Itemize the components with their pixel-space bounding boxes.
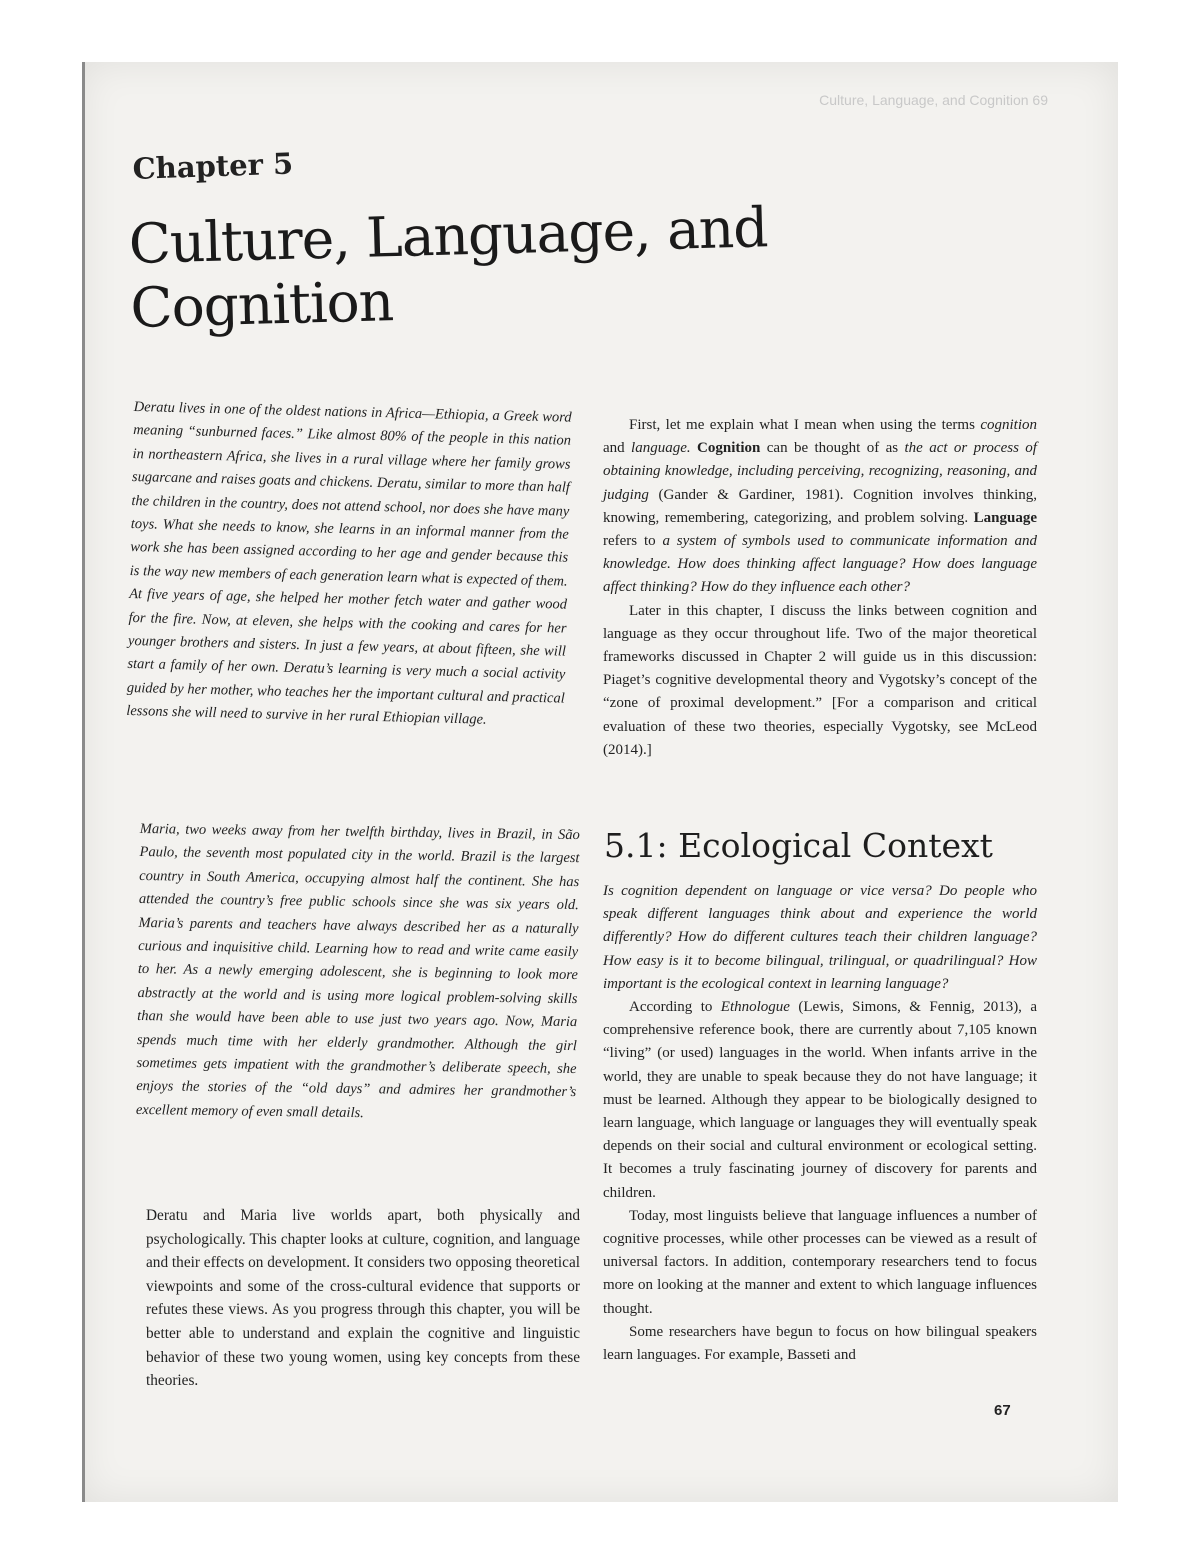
chapter-label: Chapter 5 (132, 146, 294, 186)
right-column-bottom (603, 880, 1037, 1367)
ethnologue-paragraph: According to Ethnologue (Lewis, Simons, & Fennig, 2013), a comprehensive reference book, there are currently about 7,105 known “living” (or used) languages in the world. When infants arrive in the world, they are unable to speak because they do not have language; it must be learned. Although they appear to be biologically designed to learn language, which language or languages they will eventually speak depends on their social and cultural environment or ecological setting. It becomes a truly fascinating journey of discovery for parents and children. (603, 999, 1037, 1201)
bilingual-paragraph: Some researchers have begun to focus on how bilingual speakers learn languages. For example, Basseti and (603, 1323, 1037, 1364)
theories-paragraph: Later in this chapter, I discuss the links between cognition and language as they occur throughout life. Two of the major theoretical frameworks discussed in Chapter 2 will guide us in this discussion: Piaget’s cognitive developmental theory and Vygotsky’s concept of the “zone of proximal development.” [For a comparison and critical evaluation of these two theories, especially Vygotsky, see McLeod (2014).] (603, 602, 1037, 758)
section-questions: Is cognition dependent on language or vice versa? Do people who speak different languages think about and experience the world differently? How do different cultures teach their children language? How easy is it to become bilingual, trilingual, or quadrilingual? How important is the ecological context in learning language? (603, 883, 1037, 992)
chapter-title: Culture, Language, and Cognition (128, 195, 769, 340)
definitions-paragraph: First, let me explain what I mean when using the terms cognition and language. Cognition can be thought of as the act or process of obtaining knowledge, including perceiving, recognizing, reasoning, and judging (Gander & Gardiner, 1981). Cognition involves thinking, knowing, remembering, categorizing, and problem solving. Language refers to a system of symbols used to communicate information and knowledge. How does thinking affect language? How does language affect thinking? How do they influence each other? (603, 417, 1038, 596)
page-edge-shadow (82, 62, 85, 1502)
page-number: 67 (994, 1402, 1011, 1419)
chapter-intro-paragraph: Deratu and Maria live worlds apart, both physically and psychologically. This chapter looks at culture, cognition, and language and their effects on development. It considers two opposing theoretical viewpoints and some of the cross-cultural evidence that supports or refutes these views. As you progress through this chapter, you will be better able to understand and explain the cognitive and linguistic behavior of these two young women, using key concepts from these theories. (146, 1207, 580, 1390)
vignette-deratu: Deratu lives in one of the oldest nations in Africa—Ethiopia, a Greek word meaning “sunburned faces.” Like almost 80% of the people in this nation in northeastern Africa, she lives in a rural village where her family grows sugarcane and raises goats and chickens. Deratu, similar to more than half the children in the country, does not attend school, nor does she have many toys. What she needs to know, she learns in an informal manner from the work she has been assigned according to her age and gender because this is the way new members of each generation learn what is expected of them. At five years of age, she helped her mother fetch water and gather wood for the fire. Now, at eleven, she helps with the cooking and cares for her younger brothers and sisters. In just a few years, at about fifteen, she will start a family of her own. Deratu’s learning is very much a social activity guided by her mother, who teaches her the important cultural and practical lessons she will need to survive in her rural Ethiopian village. (126, 398, 572, 728)
linguists-paragraph: Today, most linguists believe that language influences a number of cognitive processes, while other processes can be viewed as a result of universal factors. In addition, contemporary researchers tend to focus more on looking at the manner and extent to which language influences thought. (603, 1207, 1037, 1317)
section-heading: 5.1: Ecological Context (604, 826, 993, 865)
right-column-top (603, 414, 1037, 762)
vignette-maria: Maria, two weeks away from her twelfth birthday, lives in Brazil, in São Paulo, the seventh most populated city in the world. Brazil is the largest country in South America, occupying almost half the continent. She has attended the country’s free public schools since she was six years old. Maria’s parents and teachers have always described her as a naturally curious and inquisitive child. Learning how to read and write came easily to her. As a newly emerging adolescent, she is beginning to look more abstractly at the world and is using more logical problem-solving skills than she would have been able to use just two years ago. Now, Maria spends much time with her elderly grandmother. Although the girl sometimes gets impatient with the grandmother’s deliberate speech, she enjoys the stories of the “old days” and admires her grandmother’s excellent memory of even small details. (135, 820, 580, 1122)
running-header: Culture, Language, and Cognition 69 (819, 92, 1048, 108)
